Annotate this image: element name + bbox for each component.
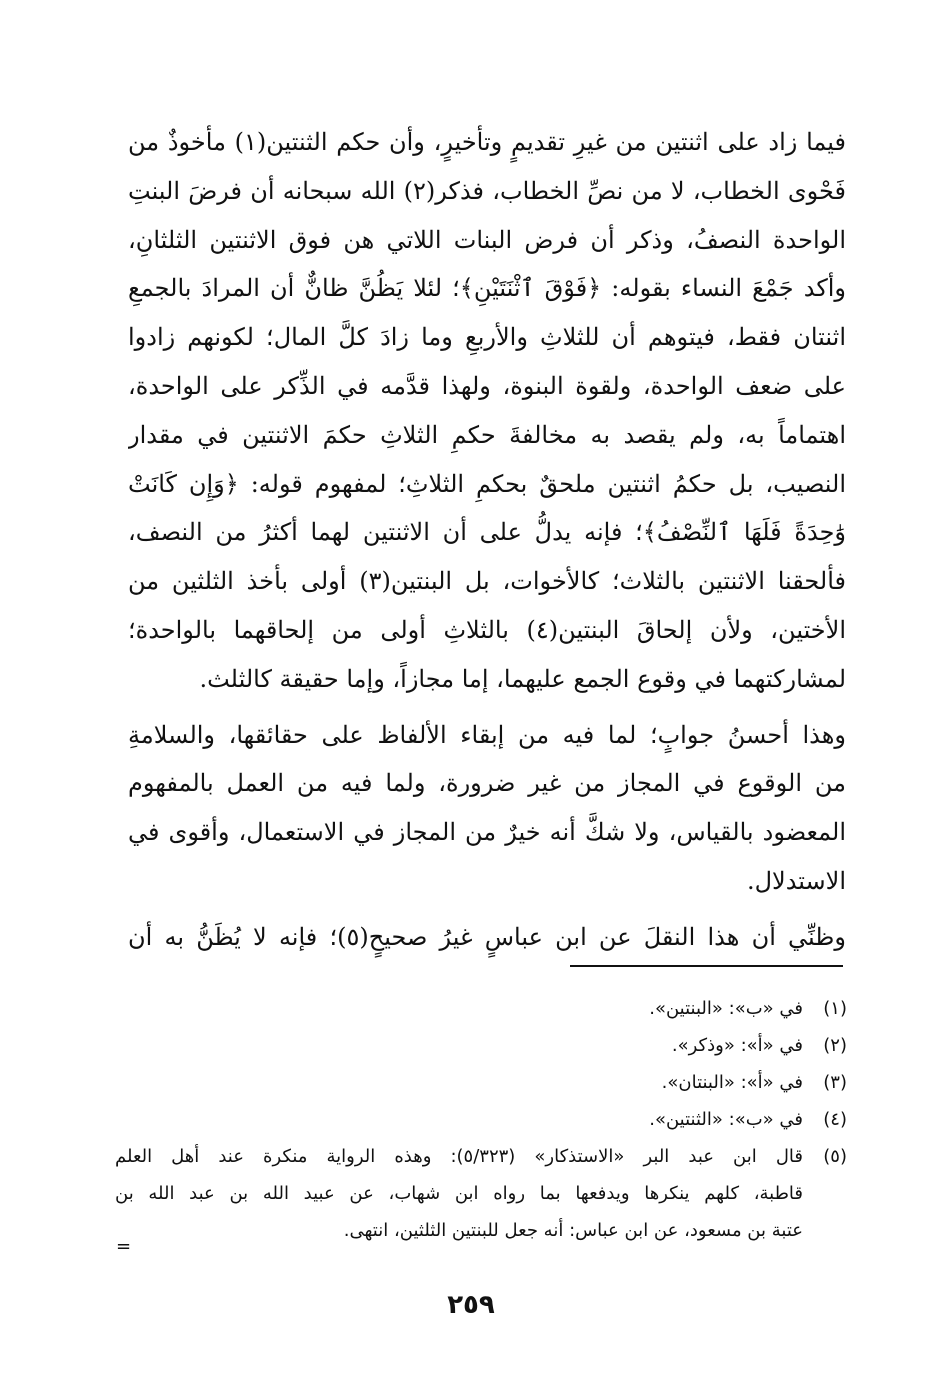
text-line: الواحدة النصفُ، وذكر أن فرض البنات اللاتي هن فوق الاثنتين الثلثانِ، — [128, 225, 846, 254]
text-line: اهتماماً به، ولم يقصد به مخالفةَ حكمِ الثلاثِ حكمَ الاثنتين في مقدار — [128, 420, 846, 449]
text-line: وأكد جَمْعَ النساء بقوله: ﴿فَوْقَ ٱثْنَتَيْنِ﴾؛ لئلا يَظُنَّ ظانٌّ أن المرادَ بالجمعِ — [128, 274, 846, 303]
footnote-text: في «أ»: «البنتان». — [661, 1072, 803, 1093]
text-line: على ضعف الواحدة، ولقوة البنوة، ولهذا قدَّمه في الذِّكر على الواحدة، — [128, 371, 846, 400]
footnote-number: (١) — [823, 998, 847, 1019]
text-line: من الوقوع في المجاز من غير ضرورة، ولما فيه من العمل بالمفهوم — [128, 769, 846, 798]
page-number: ٢٥٩ — [447, 1290, 495, 1320]
footnotes — [115, 990, 847, 1249]
footnote-text: عتبة بن مسعود، عن ابن عباس: أنه جعل للبنتين الثلثين، انتهى. — [343, 1220, 803, 1241]
footnote-number: (٤) — [823, 1109, 847, 1130]
text-line: النصيب، بل حكمُ اثنتين ملحقٌ بحكمِ الثلاثِ؛ لمفهوم قوله: ﴿وَإِن كَانَتْ — [128, 469, 846, 498]
footnote-text: في «ب»: «الثنتين». — [649, 1109, 803, 1130]
footnote — [115, 990, 847, 1027]
footnote-separator — [570, 965, 843, 967]
text-line: فيما زاد على اثنتين من غيرِ تقديمٍ وتأخيرٍ، وأن حكم الثنتين(١) مأخوذٌ من — [128, 128, 846, 156]
text-line: اثنتان فقط، فيتوهم أن للثلاثِ والأربعِ وما زادَ كلَّ المال؛ لكونهم زادوا — [128, 323, 846, 352]
footnote-text: في «أ»: «وذكر». — [671, 1035, 803, 1056]
text-line: الأختين، ولأن إلحاقَ البنتين(٤) بالثلاثِ أولى من إلحاقهما بالواحدة؛ — [128, 615, 846, 644]
continuation-mark: = — [116, 1236, 132, 1257]
footnote-continuation — [115, 1175, 847, 1212]
footnote — [115, 1064, 847, 1101]
footnote-number: (٢) — [823, 1035, 847, 1056]
footnote — [115, 1101, 847, 1138]
text-line: الاستدلال. — [746, 866, 846, 895]
footnote — [115, 1027, 847, 1064]
footnote-text: قال ابن عبد البر «الاستذكار» (٥/٣٢٣): وهذه الرواية منكرة عند أهل العلم — [115, 1146, 803, 1167]
main-text — [128, 118, 846, 962]
text-line: وهذا أحسنُ جوابٍ؛ لما فيه من إبقاء الألفاظ على حقائقها، والسلامةِ — [128, 720, 846, 749]
text-line: فَحْوى الخطاب، لا من نصِّ الخطاب، فذكر(٢) الله سبحانه أن فرضَ البنتِ — [128, 176, 846, 205]
footnote-number: (٣) — [823, 1072, 847, 1093]
footnote-continuation — [115, 1212, 847, 1249]
text-line: وظنِّي أن هذا النقلَ عن ابن عباسٍ غيرُ صحيحٍ(٥)؛ فإنه لا يُظَنُّ به أن — [128, 922, 846, 951]
footnote-text: في «ب»: «البنتين». — [649, 998, 803, 1019]
text-line: وَٰحِدَةً فَلَهَا ٱلنِّصْفُ﴾؛ فإنه يدلُّ على أن الاثنتين لهما أكثرُ من النصف، — [128, 518, 846, 547]
text-line: لمشاركتهما في وقوع الجمع عليهما، إما مجازاً، وإما حقيقة كالثلث. — [199, 664, 846, 693]
footnote-number: (٥) — [823, 1146, 847, 1167]
text-line: فألحقنا الاثنتين بالثلاث؛ كالأخوات، بل البنتين(٣) أولى بأخذ الثلثين من — [128, 567, 846, 596]
text-line: المعضود بالقياس، ولا شكَّ أنه خيرٌ من المجاز في الاستعمال، وأقوى في — [128, 818, 846, 847]
footnote-text: قاطبة، كلهم ينكرها ويدفعها بما رواه ابن شهاب، عن عبيد الله بن عبد الله بن — [115, 1183, 803, 1204]
footnote — [115, 1138, 847, 1175]
